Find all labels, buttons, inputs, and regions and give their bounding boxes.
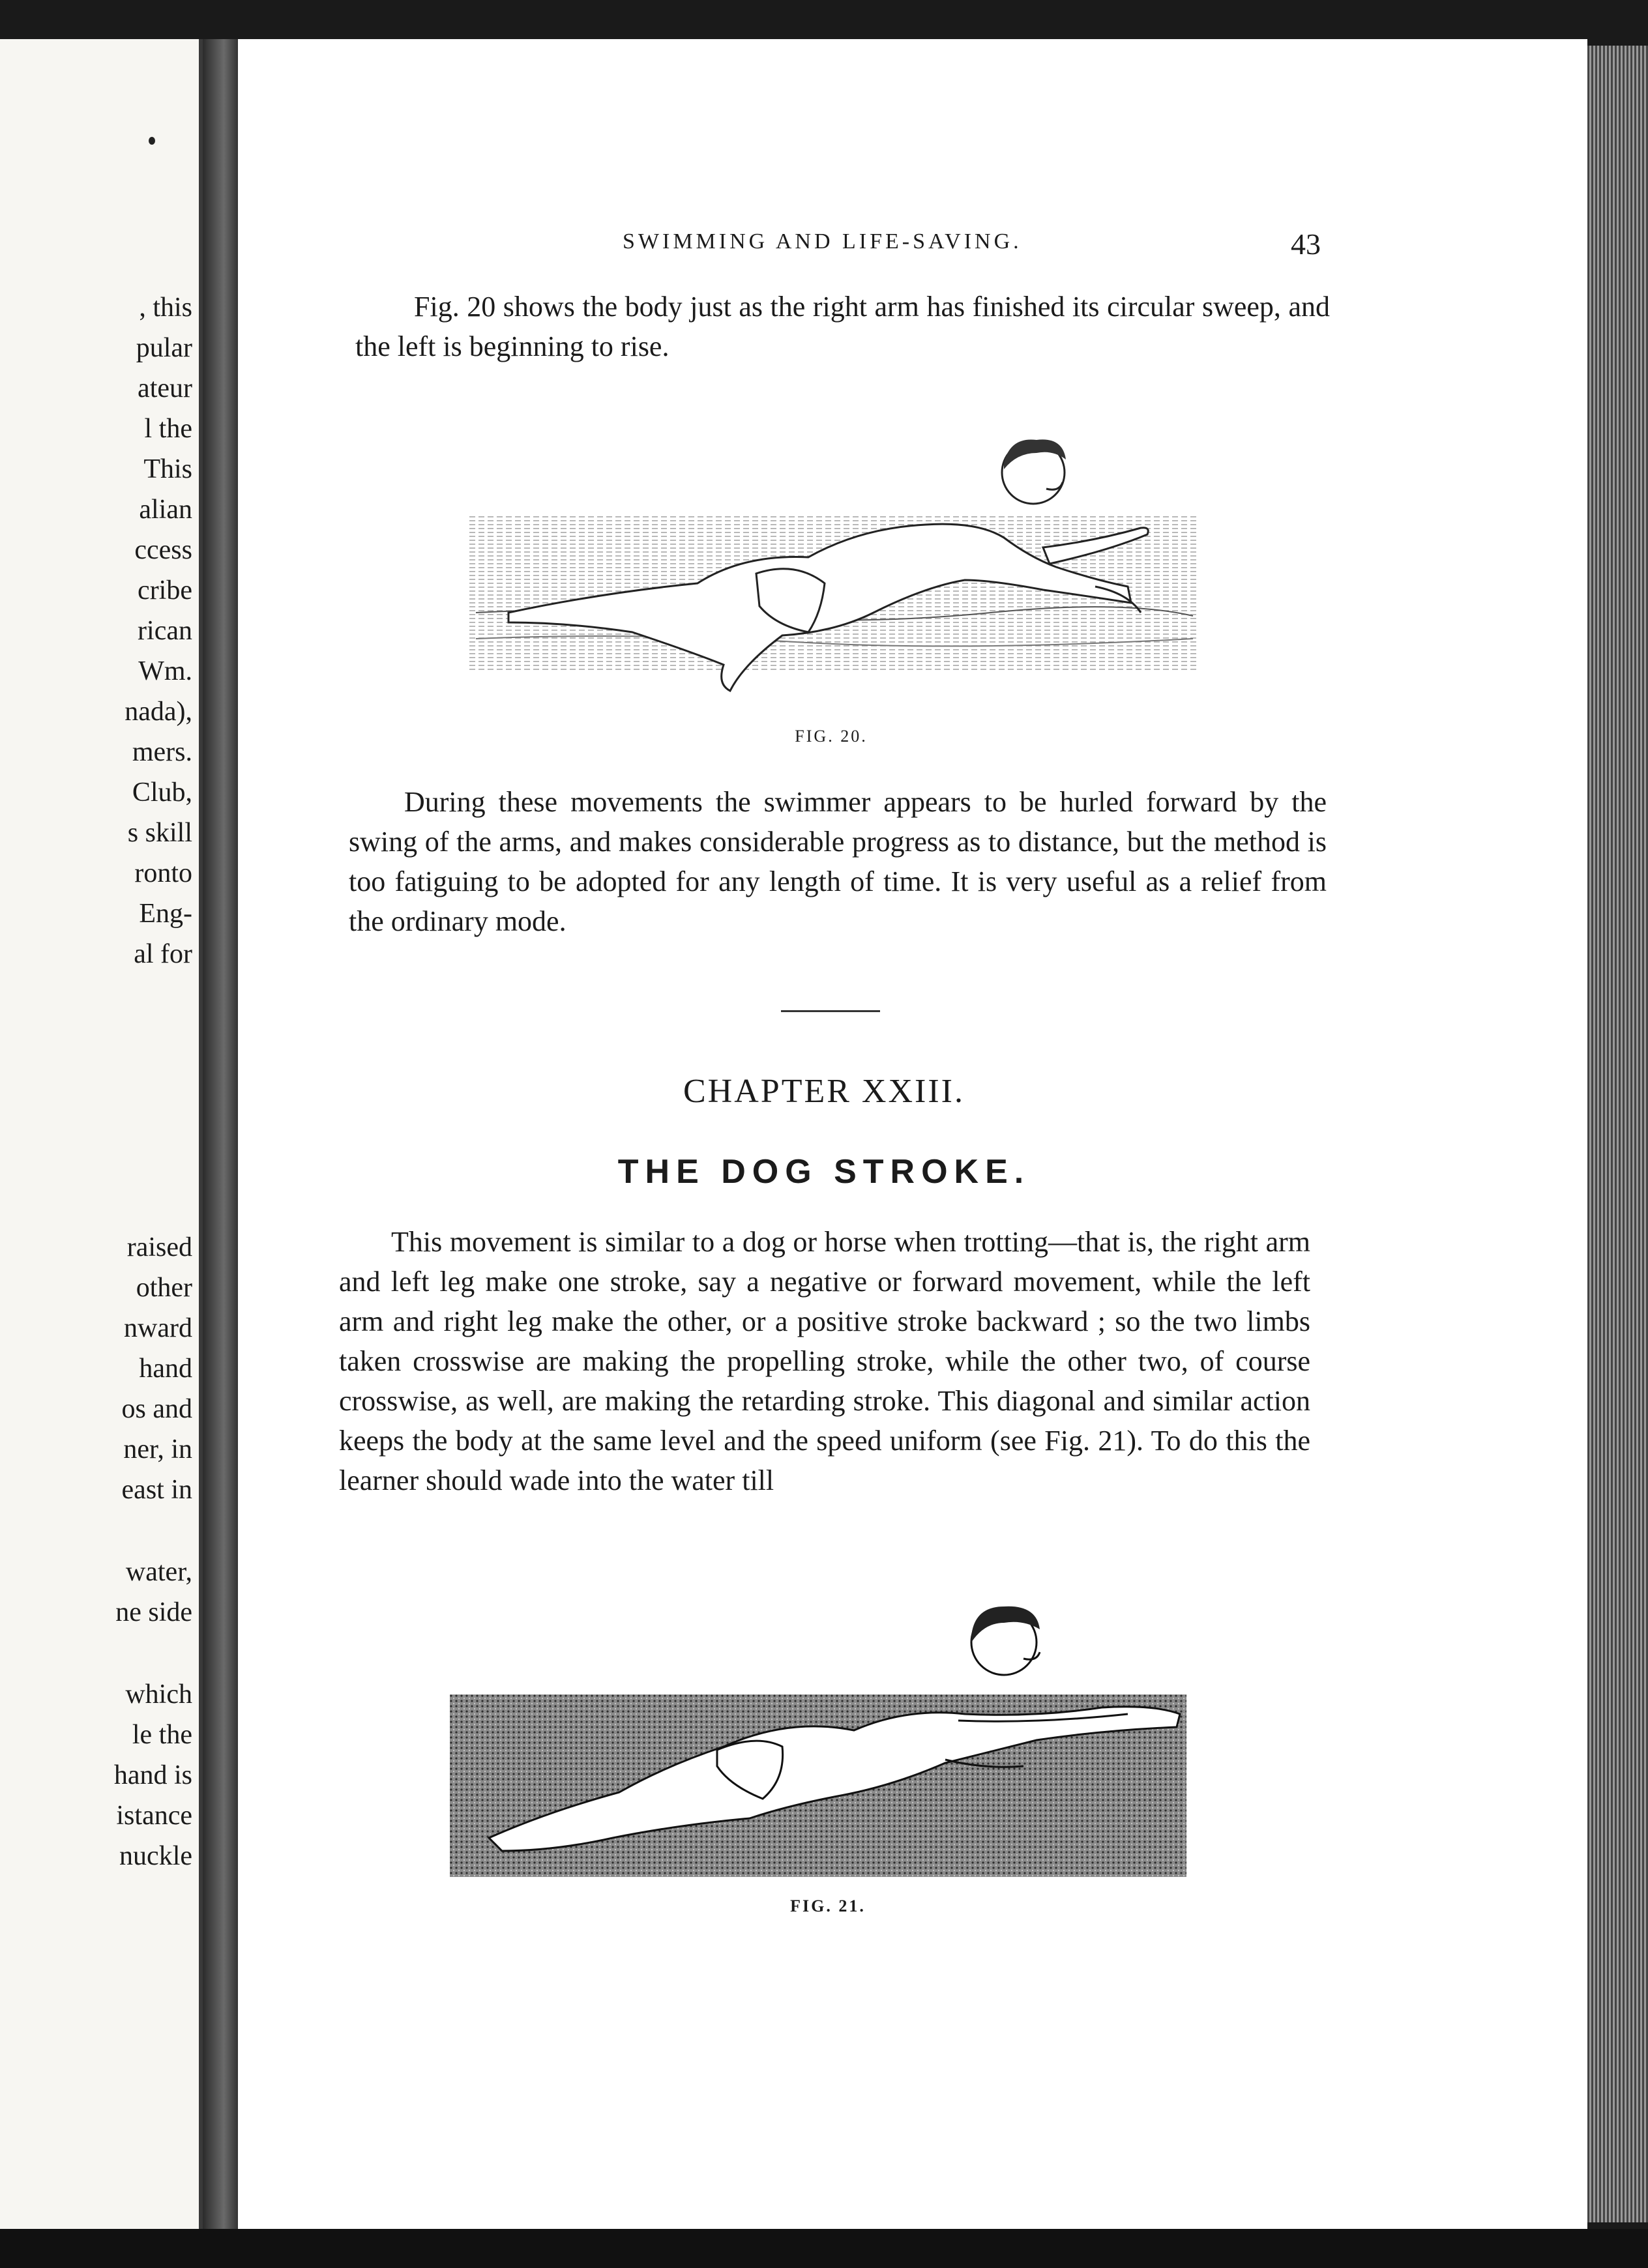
intro-paragraph: Fig. 20 shows the body just as the right arm has finished its circular sweep, and the left is beginning to rise. [355,291,1330,362]
left-page-fragment: ne side [115,1597,192,1627]
left-page-fragment: ronto [134,858,192,888]
left-page-fragment: s skill [127,818,192,848]
left-page-fragment: Eng- [139,899,192,929]
ink-spot [149,137,155,145]
chapter-title: THE DOG STROKE. [617,1153,1031,1191]
left-page-fragment: This [143,454,192,484]
running-head: SWIMMING AND LIFE-SAVING. [623,229,1022,254]
left-page-fragment: al for [134,939,192,969]
left-page-fragment: pular [136,333,192,363]
movement-paragraph: During these movements the swimmer appears to be hurled forward by the swing of the arms, and makes considerable progress as to distance, but the method is too fatiguing to be adopted for any length of time. It is very useful as a relief from the ordinary mode. [349,786,1327,937]
left-page-fragment: hand is [113,1760,192,1790]
left-page-fragment: nuckle [119,1841,192,1871]
left-page-fragment: nward [124,1313,192,1343]
scan-border [0,2229,1648,2268]
left-page-fragment: ateur [138,373,192,403]
left-page-fragment: istance [116,1801,192,1831]
left-page [0,39,203,2229]
left-page-fragment: Club, [132,778,192,807]
left-page-fragment: ccess [134,535,192,565]
left-page-fragment: os and [121,1394,192,1424]
left-page-fragment: ner, in [123,1434,192,1464]
left-page-fragment: which [125,1679,192,1709]
left-page-fragment: east in [121,1475,192,1505]
chapter-number: CHAPTER XXIII. [683,1073,965,1110]
figure-21-caption: FIG. 21. [790,1897,866,1915]
figure-20-illustration [469,417,1199,717]
left-page-fragment: l the [144,414,192,444]
book-gutter [203,39,238,2229]
left-page-fragment: nada), [125,697,192,727]
left-page-fragment: alian [139,495,192,525]
left-page-fragment: hand [139,1354,192,1384]
figure-20-caption: FIG. 20. [795,727,868,746]
left-page-fragment: Wm. [138,656,192,686]
left-page-fragment: , this [139,293,192,323]
left-page-fragment: mers. [132,737,192,767]
left-page-fragment: cribe [138,575,192,605]
figure-21-illustration [450,1590,1199,1890]
section-divider [781,1010,880,1012]
left-page-fragment: le the [132,1720,192,1750]
page-number: 43 [1291,227,1321,261]
page-edges [1587,46,1648,2222]
left-page-fragment: water, [125,1557,192,1587]
right-page [238,39,1587,2229]
dog-stroke-paragraph: This movement is similar to a dog or horse when trotting—that is, the right arm and left leg make one stroke, say a negative or forward movement, while the left arm and right leg make the other, or a positive stroke backward ; so the two limbs taken crosswise are making the propelling stroke, while the other two, of course crosswise, as well, are making the retarding stroke. This diagonal and similar action keeps the body at the same level and the speed uniform (see Fig. 21). To do this the learner should wade into the water till [339,1226,1310,1496]
left-page-fragment: other [136,1273,192,1303]
swimmer-illustration-fig21 [450,1590,1199,1890]
left-page-fragment: raised [126,1232,192,1262]
swimmer-illustration-fig20 [469,417,1199,717]
left-page-fragment: rican [138,616,192,646]
